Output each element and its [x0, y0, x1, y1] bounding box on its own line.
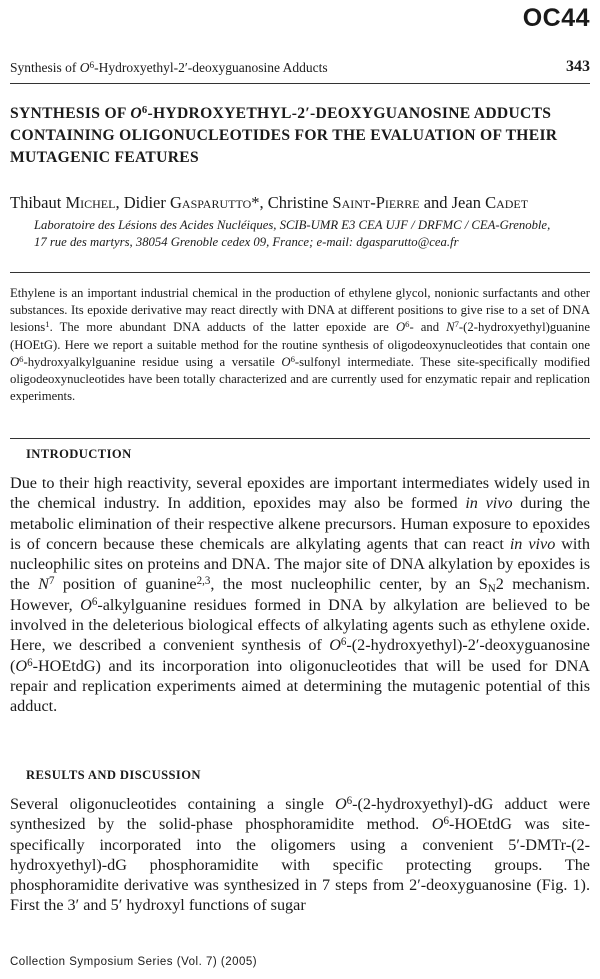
abstract: Ethylene is an important industrial chemical in the production of ethylene glycol, nonionic surfactants and other substances. Its epoxide derivative may react directly with DNA at different positions to give rise to a set of DNA lesions$^1$. The more abundant DNA adducts of the latter epoxide are $O^6-$ and $N^7-(2-hydroxyethyl)guanine$ (HOEtG). Here we report a suitable method for the routine synthesis of oligodeoxynucleotides that contain one $O^6$-hydroxyalkylguanine residue using a versatile $O^6$-sulfonyl intermediate. These site-specifically modified oligodeoxynucleotides have been totally characterized and are currently used for enzymatic repair and replication experiments. [10, 286, 590, 404]
running-header [10, 60, 590, 76]
introduction-body: Due to their high reactivity, several epoxides are important intermediates widely used in the chemical industry. In addition, epoxides may also be formed in vivo during the metabolic elimination of their respective alkene precursors. Human exposure to epoxides is of concern because these chemicals are alkylating agents that can react in vivo with nucleophilic sites on proteins and DNA. The major site of DNA alkylation by epoxides is the $N^7$ position of guanine$^{2,3}$, the most nucleophilic center, by an $S_N2$ mechanism. However, $O^6$-alkylguanine residues formed in DNA by alkylation are believed to be involved in the deleterious biological effects of alkylating agents such as ethylene oxide. Here, we described a convenient synthesis of $O^6-(2-hydroxyethyl)-2'$-deoxyguanosine $(O^6-HOEtdG)$ and its incorporation into oligonucleotides that will be used for DNA repair and replication experiments aimed at determining the mutagenic potential of this adduct. [10, 474, 590, 716]
paper-code: OC44 [522, 4, 590, 32]
header-rule [10, 83, 590, 84]
author: Jean Cadet [451, 193, 529, 212]
journal-footer: Collection Symposium Series (Vol. 7) (2005) [10, 956, 258, 968]
results-heading: RESULTS AND DISCUSSION [26, 768, 201, 782]
introduction-heading: INTRODUCTION [26, 447, 132, 461]
author: Christine Saint-Pierre and [267, 193, 452, 212]
affiliation: Laboratoire des Lésions des Acides Nucléiques, SCIB-UMR E3 CEA UJF / DRFMC / CEA-Grenoble, 17 rue des martyrs, 38054 Grenoble cedex 09, France; e-mail: dgasparutto@cea.fr [34, 218, 551, 249]
author-list [10, 193, 590, 213]
author: Didier Gasparutto*, [123, 193, 268, 212]
running-title: Synthesis of $O^6-Hydroxyethyl-2'$-deoxyguanosine Adducts [10, 59, 328, 75]
author: Thibaut Michel, [10, 193, 124, 212]
abstract-bottom-rule [10, 438, 590, 439]
abstract-top-rule [10, 272, 590, 273]
corresponding-author-mark: * [251, 193, 260, 212]
paper-title: SYNTHESIS OF $O^6-HYDROXYETHYL-2'$-DEOXYGUANOSINE ADDUCTS CONTAINING OLIGONUCLEOTIDES FOR THE EVALUATION OF THEIR MUTAGENIC FEATURES [10, 105, 558, 166]
results-body: Several oligonucleotides containing a single $O^6-(2-hydroxyethyl)-dG$ adduct were synthesized by the solid-phase phosphoramidite method. $O^6$-HOEtdG was site-specifically incorporated into the oligomers using a convenient 5′-DMTr-(2-hydroxyethyl)-dG phosphoramidite with specific protecting groups. The phosphoramidite derivative was synthesized in 7 steps from 2′-deoxyguanosine (Fig. 1). First the 3′ and 5′ hydroxyl functions of sugar [10, 795, 590, 915]
page-number: 343 [566, 58, 590, 75]
